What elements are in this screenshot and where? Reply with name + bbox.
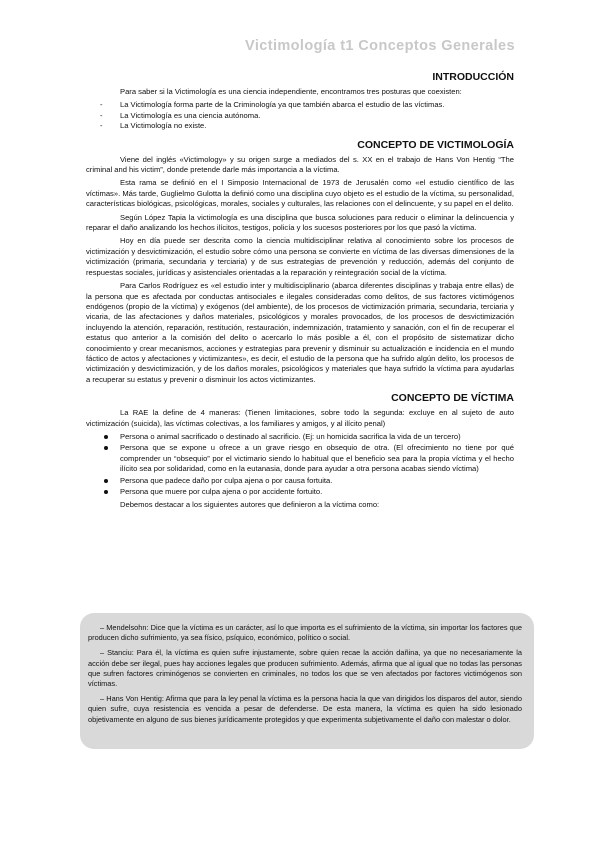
list-item: - La Victimología forma parte de la Criminología ya que también abarca el estudio de las víctimas. (86, 100, 514, 110)
body-paragraph: Según López Tapia la victimología es una disciplina que busca soluciones para reducir o eliminar la delincuencia y reparar el daño analizando los hechos ilícitos, testigos, policía y los sucesos posteriores por los que pasó la víctima. (86, 212, 514, 233)
list-item: Persona que padece daño por culpa ajena o por causa fortuita. (86, 476, 514, 486)
intro-postures-list (86, 100, 514, 131)
author-definition-mendelsohn: – Mendelsohn: Dice que la víctima es un carácter, así lo que importa es el sufrimiento de la víctima, sin importar los factores que producen dicho sufrimiento, ya sea físico, psíquico, económico, político o social. (88, 623, 522, 643)
heading-introduccion: INTRODUCCIÓN (432, 71, 514, 83)
authors-definitions-box (80, 613, 534, 749)
list-item: - La Victimología no existe. (86, 121, 514, 131)
author-definition-stanciu: – Stanciu: Para él, la víctima es quien sufre injustamente, sobre quien recae la acción dañina, ya que no necesariamente la acción debe ser ilegal, pues hay acciones legales que producen sufrimiento. Además, afirma que al igual que no todas las personas que sufren factores criminógenos se convierten en criminales, no todos los que se ven afectados por factores victimógenos son víctimas. (88, 648, 522, 689)
victima-lead-paragraph: La RAE la define de 4 maneras: (Tienen limitaciones, sobre todo la segunda: excluye en al sujeto de auto victimización (suicida), las víctimas colectivas, a los familiares y amigos, y al ilícito penal) (86, 408, 514, 428)
running-header-title: Victimología t1 Conceptos Generales (245, 38, 515, 54)
list-item: Persona que se expone u ofrece a un grave riesgo en obsequio de otra. (El ofrecimiento no tiene por qué comprender un “obsequio” por el victimario siendo lo habitual que el beneficio sea para la propia víctima y el hecho ilícito sea por solidaridad, como en la eutanasia, donde para ayudar a otra persona acabas siendo víctima) (86, 443, 514, 474)
list-item: Persona que muere por culpa ajena o por accidente fortuito. (86, 487, 514, 497)
author-definition-von-hentig: – Hans Von Hentig: Afirma que para la ley penal la víctima es la persona hacia la que van dirigidos los disparos del autor, siendo quien sufre, cuya resistencia es vencida a pesar de defenderse. De esta manera, la víctima es quien ha sido lesionado objetivamente en alguno de sus bienes jurídicamente protegidos y que experimenta subjetivamente el daño con malestar o dolor. (88, 694, 522, 724)
body-paragraph: Viene del inglés «Victimology» y su origen surge a mediados del s. XX en el trabajo de Hans Von Hentig “The criminal and his victim”, donde pretende darle más importancia a la víctima. (86, 154, 514, 175)
body-paragraph: Esta rama se definió en el I Simposio Internacional de 1973 de Jerusalén como «el estudio científico de las víctimas». Más tarde, Guglielmo Gulotta la definió como una disciplina cuyo objeto es el estudio de la víctima, su personalidad, características biológicas, psicológicas, morales, sociales y culturales, las relaciones con el delincuente, y su papel en el delito. (86, 178, 514, 209)
victima-closing-paragraph: Debemos destacar a los siguientes autores que definieron a la víctima como: (120, 500, 380, 510)
rae-definitions-list (86, 432, 514, 497)
body-paragraph: Para Carlos Rodríguez es «el estudio inter y multidisciplinario (abarca diferentes disciplinas y trabaja entre ellas) de la persona que es afectada por conductas antisociales e ilegales consideradas como delitos, de sus factores victimógenos endógenos (propio de la víctima) y exógenos (del ambiente), de los procesos de victimización primaria, secundaria, terciaria y vicaria, de las afectaciones y daños materiales, psicológicos y morales provocados, de los procesos de desvictimización incluyendo la atención, reparación, restitución, restauración, indemnización, tratamiento y sanación, con el fin de recuperar el estatus quo anterior a la comisión del delito o acercarlo lo más posible a él, con el propósito de sistematizar dicho conocimiento y crear mecanismos, acciones y estrategias para prevenir y disminuir su actualización e incidencia en el mundo fáctico de actos y afectaciones y victimizantes», es decir, el estudio de la persona que ha sufrido algún delito, los procesos de victimización y desvictimización, y de los daños morales, psicológicos y materiales que haya sufrido la víctima para ayudarlas a recuperar su estatus y prevenir o disminuir los actos victimizantes. (86, 281, 514, 384)
document-body (86, 66, 514, 514)
intro-lead-paragraph: Para saber si la Victimología es una ciencia independiente, encontramos tres posturas que coexisten: (120, 87, 462, 96)
heading-concepto-victimologia: CONCEPTO DE VICTIMOLOGÍA (357, 138, 514, 151)
body-paragraph: Hoy en día puede ser descrita como la ciencia multidisciplinar relativa al conocimiento sobre los procesos de victimización y desvictimización, el estudio sobre cómo una persona se convierte en víctima de las diversas dimensiones de la victimización (primaria, secundaria y terciaria) y de sus estrategias de prevención y reducción, además del conjunto de respuestas sociales, jurídicas y asistenciales orientadas a la reparación y reintegración social de la víctima. (86, 236, 514, 277)
heading-concepto-victima: CONCEPTO DE VÍCTIMA (391, 392, 514, 405)
list-item: Persona o animal sacrificado o destinado al sacrificio. (Ej: un homicida sacrifica la vida de un tercero) (86, 432, 514, 442)
authors-definitions-text (88, 623, 522, 730)
list-item: - La Victimología es una ciencia autónoma. (86, 111, 514, 121)
